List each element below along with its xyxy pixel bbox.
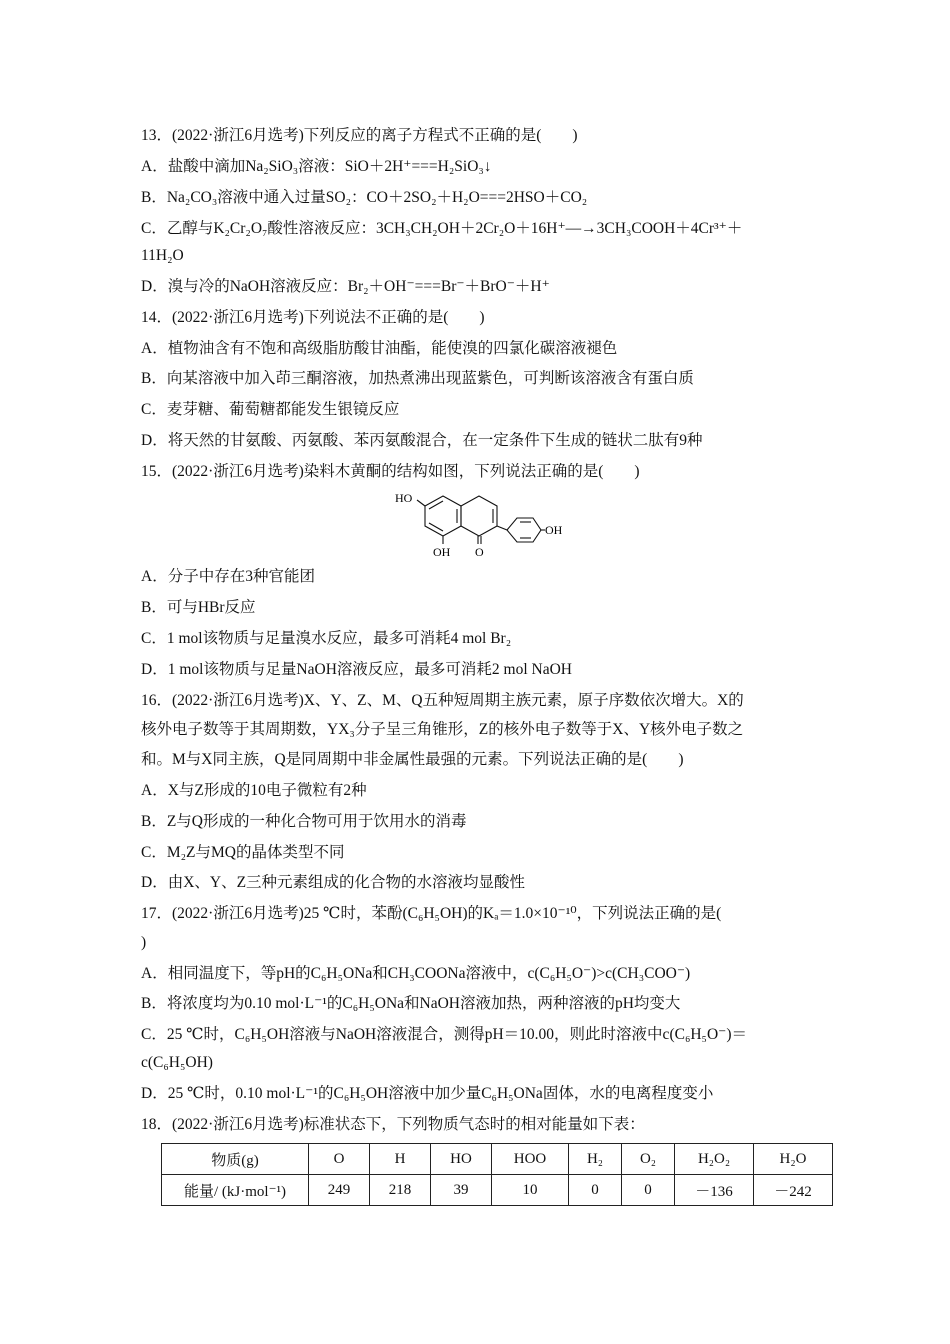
q17-option-a: A．相同温度下，等pH的C₆H₅ONa和CH₃COONa溶液中，c(C₆H₅O⁻)>c(CH₃COO⁻) bbox=[141, 965, 691, 982]
q17-stem-line1: 17．(2022·浙江6月选考)25 ℃时，苯酚(C₆H₅OH)的Kₐ＝1.0×10⁻¹⁰，下列说法正确的是( bbox=[141, 905, 722, 922]
q15-option-c: C．1 mol该物质与足量溴水反应，最多可消耗4 mol Br₂ bbox=[141, 630, 512, 647]
table-cell: 218 bbox=[370, 1175, 431, 1206]
table-header-cell: 物质(g) bbox=[162, 1144, 309, 1175]
table-cell: －242 bbox=[754, 1175, 833, 1206]
struct-label-ho-top: HO bbox=[395, 491, 413, 505]
table-header-cell: H bbox=[370, 1144, 431, 1175]
q17-option-c-line1: C．25 ℃时，C₆H₅OH溶液与NaOH溶液混合，测得pH＝10.00，则此时溶液中c(C₆H₅O⁻)＝ bbox=[141, 1026, 747, 1043]
q16-stem-line2: 核外电子数等于其周期数，YX₃分子呈三角锥形，Z的核外电子数等于X、Y核外电子数之 bbox=[141, 721, 744, 738]
genistein-structure-diagram bbox=[395, 488, 563, 560]
q16-option-a: A．X与Z形成的10电子微粒有2种 bbox=[141, 782, 367, 799]
table-header-cell: H₂O bbox=[754, 1144, 833, 1175]
q14-option-d: D．将天然的甘氨酸、丙氨酸、苯丙氨酸混合，在一定条件下生成的链状二肽有9种 bbox=[141, 432, 703, 449]
table-cell: 39 bbox=[431, 1175, 492, 1206]
q15-option-a: A．分子中存在3种官能团 bbox=[141, 568, 315, 585]
q15-option-d: D．1 mol该物质与足量NaOH溶液反应，最多可消耗2 mol NaOH bbox=[141, 661, 572, 678]
table-cell: 249 bbox=[309, 1175, 370, 1206]
q14-option-b: B．向某溶液中加入茚三酮溶液，加热煮沸出现蓝紫色，可判断该溶液含有蛋白质 bbox=[141, 370, 694, 387]
q15-stem: 15．(2022·浙江6月选考)染料木黄酮的结构如图，下列说法正确的是( ) bbox=[141, 463, 640, 480]
q17-option-c-line2: c(C₆H₅OH) bbox=[141, 1054, 213, 1071]
struct-label-oh-bottom: OH bbox=[433, 545, 451, 559]
table-cell: 能量/ (kJ·mol⁻¹) bbox=[162, 1175, 309, 1206]
ring-a bbox=[425, 496, 461, 536]
q17-option-b: B．将浓度均为0.10 mol·L⁻¹的C₆H₅ONa和NaOH溶液加热，两种溶液的pH均变大 bbox=[141, 995, 681, 1012]
q16-stem-line1: 16．(2022·浙江6月选考)X、Y、Z、M、Q五种短周期主族元素，原子序数依次增大。X的 bbox=[141, 692, 744, 709]
q13-option-a: A．盐酸中滴加Na₂SiO₃溶液：SiO＋2H⁺===H₂SiO₃↓ bbox=[141, 158, 492, 175]
q16-option-d: D．由X、Y、Z三种元素组成的化合物的水溶液均显酸性 bbox=[141, 874, 526, 891]
table-header-cell: H₂ bbox=[569, 1144, 622, 1175]
q17-option-d: D．25 ℃时，0.10 mol·L⁻¹的C₆H₅OH溶液中加少量C₆H₅ONa固体，水的电离程度变小 bbox=[141, 1085, 714, 1102]
q15-option-b: B．可与HBr反应 bbox=[141, 599, 256, 616]
table-header-cell: O₂ bbox=[622, 1144, 675, 1175]
table-header-row bbox=[162, 1144, 833, 1175]
table-cell: 0 bbox=[622, 1175, 675, 1206]
q14-option-a: A．植物油含有不饱和高级脂肪酸甘油酯，能使溴的四氯化碳溶液褪色 bbox=[141, 340, 618, 357]
struct-label-o-ketone: O bbox=[475, 545, 484, 559]
table-header-cell: HOO bbox=[492, 1144, 569, 1175]
table-cell: 0 bbox=[569, 1175, 622, 1206]
q17-stem-line2: ) bbox=[141, 934, 147, 951]
table-header-cell: O bbox=[309, 1144, 370, 1175]
q18-stem: 18．(2022·浙江6月选考)标准状态下，下列物质气态时的相对能量如下表： bbox=[141, 1116, 645, 1133]
table-header-cell: H₂O₂ bbox=[675, 1144, 754, 1175]
q13-stem: 13．(2022·浙江6月选考)下列反应的离子方程式不正确的是( ) bbox=[141, 127, 578, 144]
q16-option-c: C．M₂Z与MQ的晶体类型不同 bbox=[141, 844, 345, 861]
ring-c bbox=[461, 496, 497, 536]
struct-label-oh-right: OH bbox=[545, 523, 563, 537]
q13-option-c-line1: C．乙醇与K₂Cr₂O₇酸性溶液反应：3CH₃CH₂OH＋2Cr₂O＋16H⁺―→3CH₃COOH＋4Cr³⁺＋ bbox=[141, 220, 743, 237]
q16-option-b: B．Z与Q形成的一种化合物可用于饮用水的消毒 bbox=[141, 813, 467, 830]
q13-option-d: D．溴与冷的NaOH溶液反应：Br₂＋OH⁻===Br⁻＋BrO⁻＋H⁺ bbox=[141, 278, 550, 295]
q16-stem-line3: 和。M与X同主族，Q是同周期中非金属性最强的元素。下列说法正确的是( ) bbox=[141, 751, 684, 768]
q13-option-c-line2: 11H₂O bbox=[141, 247, 184, 264]
table-cell: －136 bbox=[675, 1175, 754, 1206]
q14-stem: 14．(2022·浙江6月选考)下列说法不正确的是( ) bbox=[141, 309, 485, 326]
table-row bbox=[162, 1175, 833, 1206]
q14-option-c: C．麦芽糖、葡萄糖都能发生银镜反应 bbox=[141, 401, 400, 418]
table-cell: 10 bbox=[492, 1175, 569, 1206]
table-header-cell: HO bbox=[431, 1144, 492, 1175]
energy-table bbox=[161, 1143, 833, 1206]
q13-option-b: B．Na₂CO₃溶液中通入过量SO₂：CO＋2SO₂＋H₂O===2HSO＋CO₂ bbox=[141, 189, 588, 206]
